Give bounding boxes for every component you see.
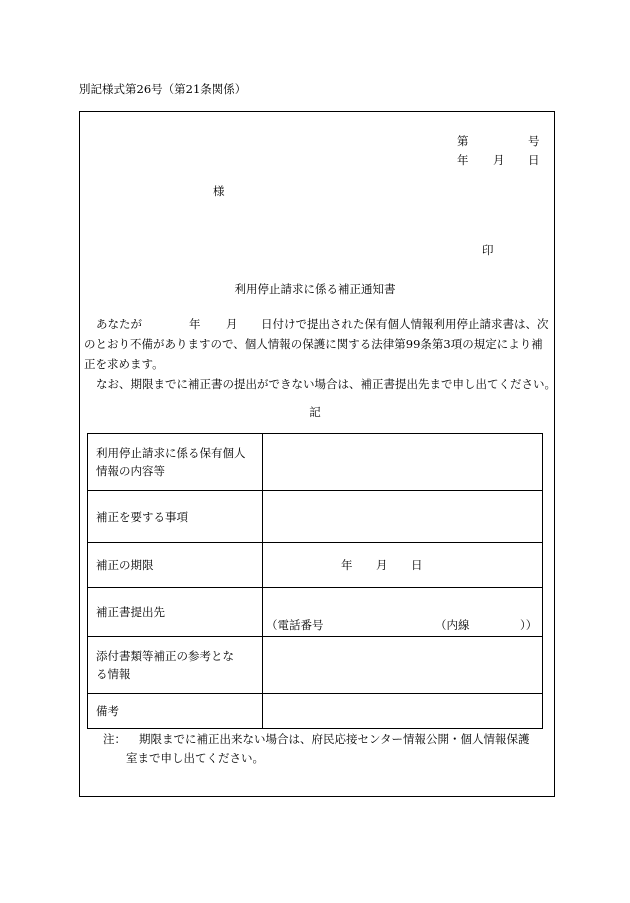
- row-label-submit-to: 補正書提出先: [88, 588, 263, 637]
- body-line3: 正を求めます。: [84, 357, 164, 371]
- value-cell-reference[interactable]: [263, 637, 543, 694]
- deadline-month: 月: [376, 558, 388, 572]
- value-cell-content[interactable]: [263, 434, 543, 491]
- ki-heading: 記: [309, 405, 321, 419]
- value-cell-submit-to[interactable]: [263, 588, 543, 637]
- row5-label-line-a: 添付書類等補正の参考とな: [96, 649, 234, 663]
- body-line2: のとおり不備がありますので、個人情報の保護に関する法律第99条第3項の規定により補: [84, 337, 543, 351]
- closing-parens: ））: [520, 618, 538, 632]
- row1-label-line-a: 利用停止請求に係る保有個人: [96, 446, 246, 460]
- table-row: [88, 491, 543, 543]
- row-label-items: 補正を要する事項: [88, 491, 263, 543]
- date-day: 日: [528, 153, 540, 167]
- number-prefix: 第: [457, 134, 469, 148]
- value-cell-items[interactable]: [263, 491, 543, 543]
- row-label-reference: [88, 637, 263, 694]
- document-title: 利用停止請求に係る補正通知書: [234, 282, 396, 296]
- table-row: [88, 694, 543, 729]
- seal-mark: 印: [482, 243, 494, 257]
- date-year: 年: [457, 153, 469, 167]
- table-row: [88, 543, 543, 588]
- correction-table: [87, 433, 543, 729]
- table-row: [88, 588, 543, 637]
- value-cell-deadline[interactable]: [263, 543, 543, 588]
- body-paragraph: [84, 314, 556, 394]
- phone-label: （電話番号: [266, 618, 324, 632]
- deadline-day: 日: [411, 558, 423, 572]
- body-line1-rest: 日付けで提出された保有個人情報利用停止請求書は、次: [261, 317, 549, 331]
- date-month: 月: [493, 153, 505, 167]
- table-row: [88, 434, 543, 491]
- deadline-year: 年: [341, 558, 353, 572]
- form-number-label: 別記様式第26号（第21条関係）: [79, 82, 247, 96]
- addressee-honorific: 様: [213, 184, 225, 198]
- value-cell-remarks[interactable]: [263, 694, 543, 729]
- number-suffix: 号: [528, 134, 540, 148]
- note-line2: 室まで申し出てください。: [126, 751, 264, 765]
- row5-label-line-b: る情報: [96, 667, 131, 681]
- body-line1-start: あなたが: [96, 317, 142, 331]
- note-prefix: 注：: [103, 732, 126, 746]
- row-label-remarks: 備考: [88, 694, 263, 729]
- body-line1-month: 月: [226, 317, 238, 331]
- table-row: [88, 637, 543, 694]
- row-label-deadline: 補正の期限: [88, 543, 263, 588]
- note-line1: 期限までに補正出来ない場合は、府民応接センター情報公開・個人情報保護: [139, 732, 530, 746]
- row1-label-line-b: 情報の内容等: [96, 464, 165, 478]
- extension-label: （内線: [435, 618, 470, 632]
- row-label-content: [88, 434, 263, 491]
- body-line1-year: 年: [189, 317, 201, 331]
- body-line4: なお、期限までに補正書の提出ができない場合は、補正書提出先まで申し出てください。: [96, 377, 556, 391]
